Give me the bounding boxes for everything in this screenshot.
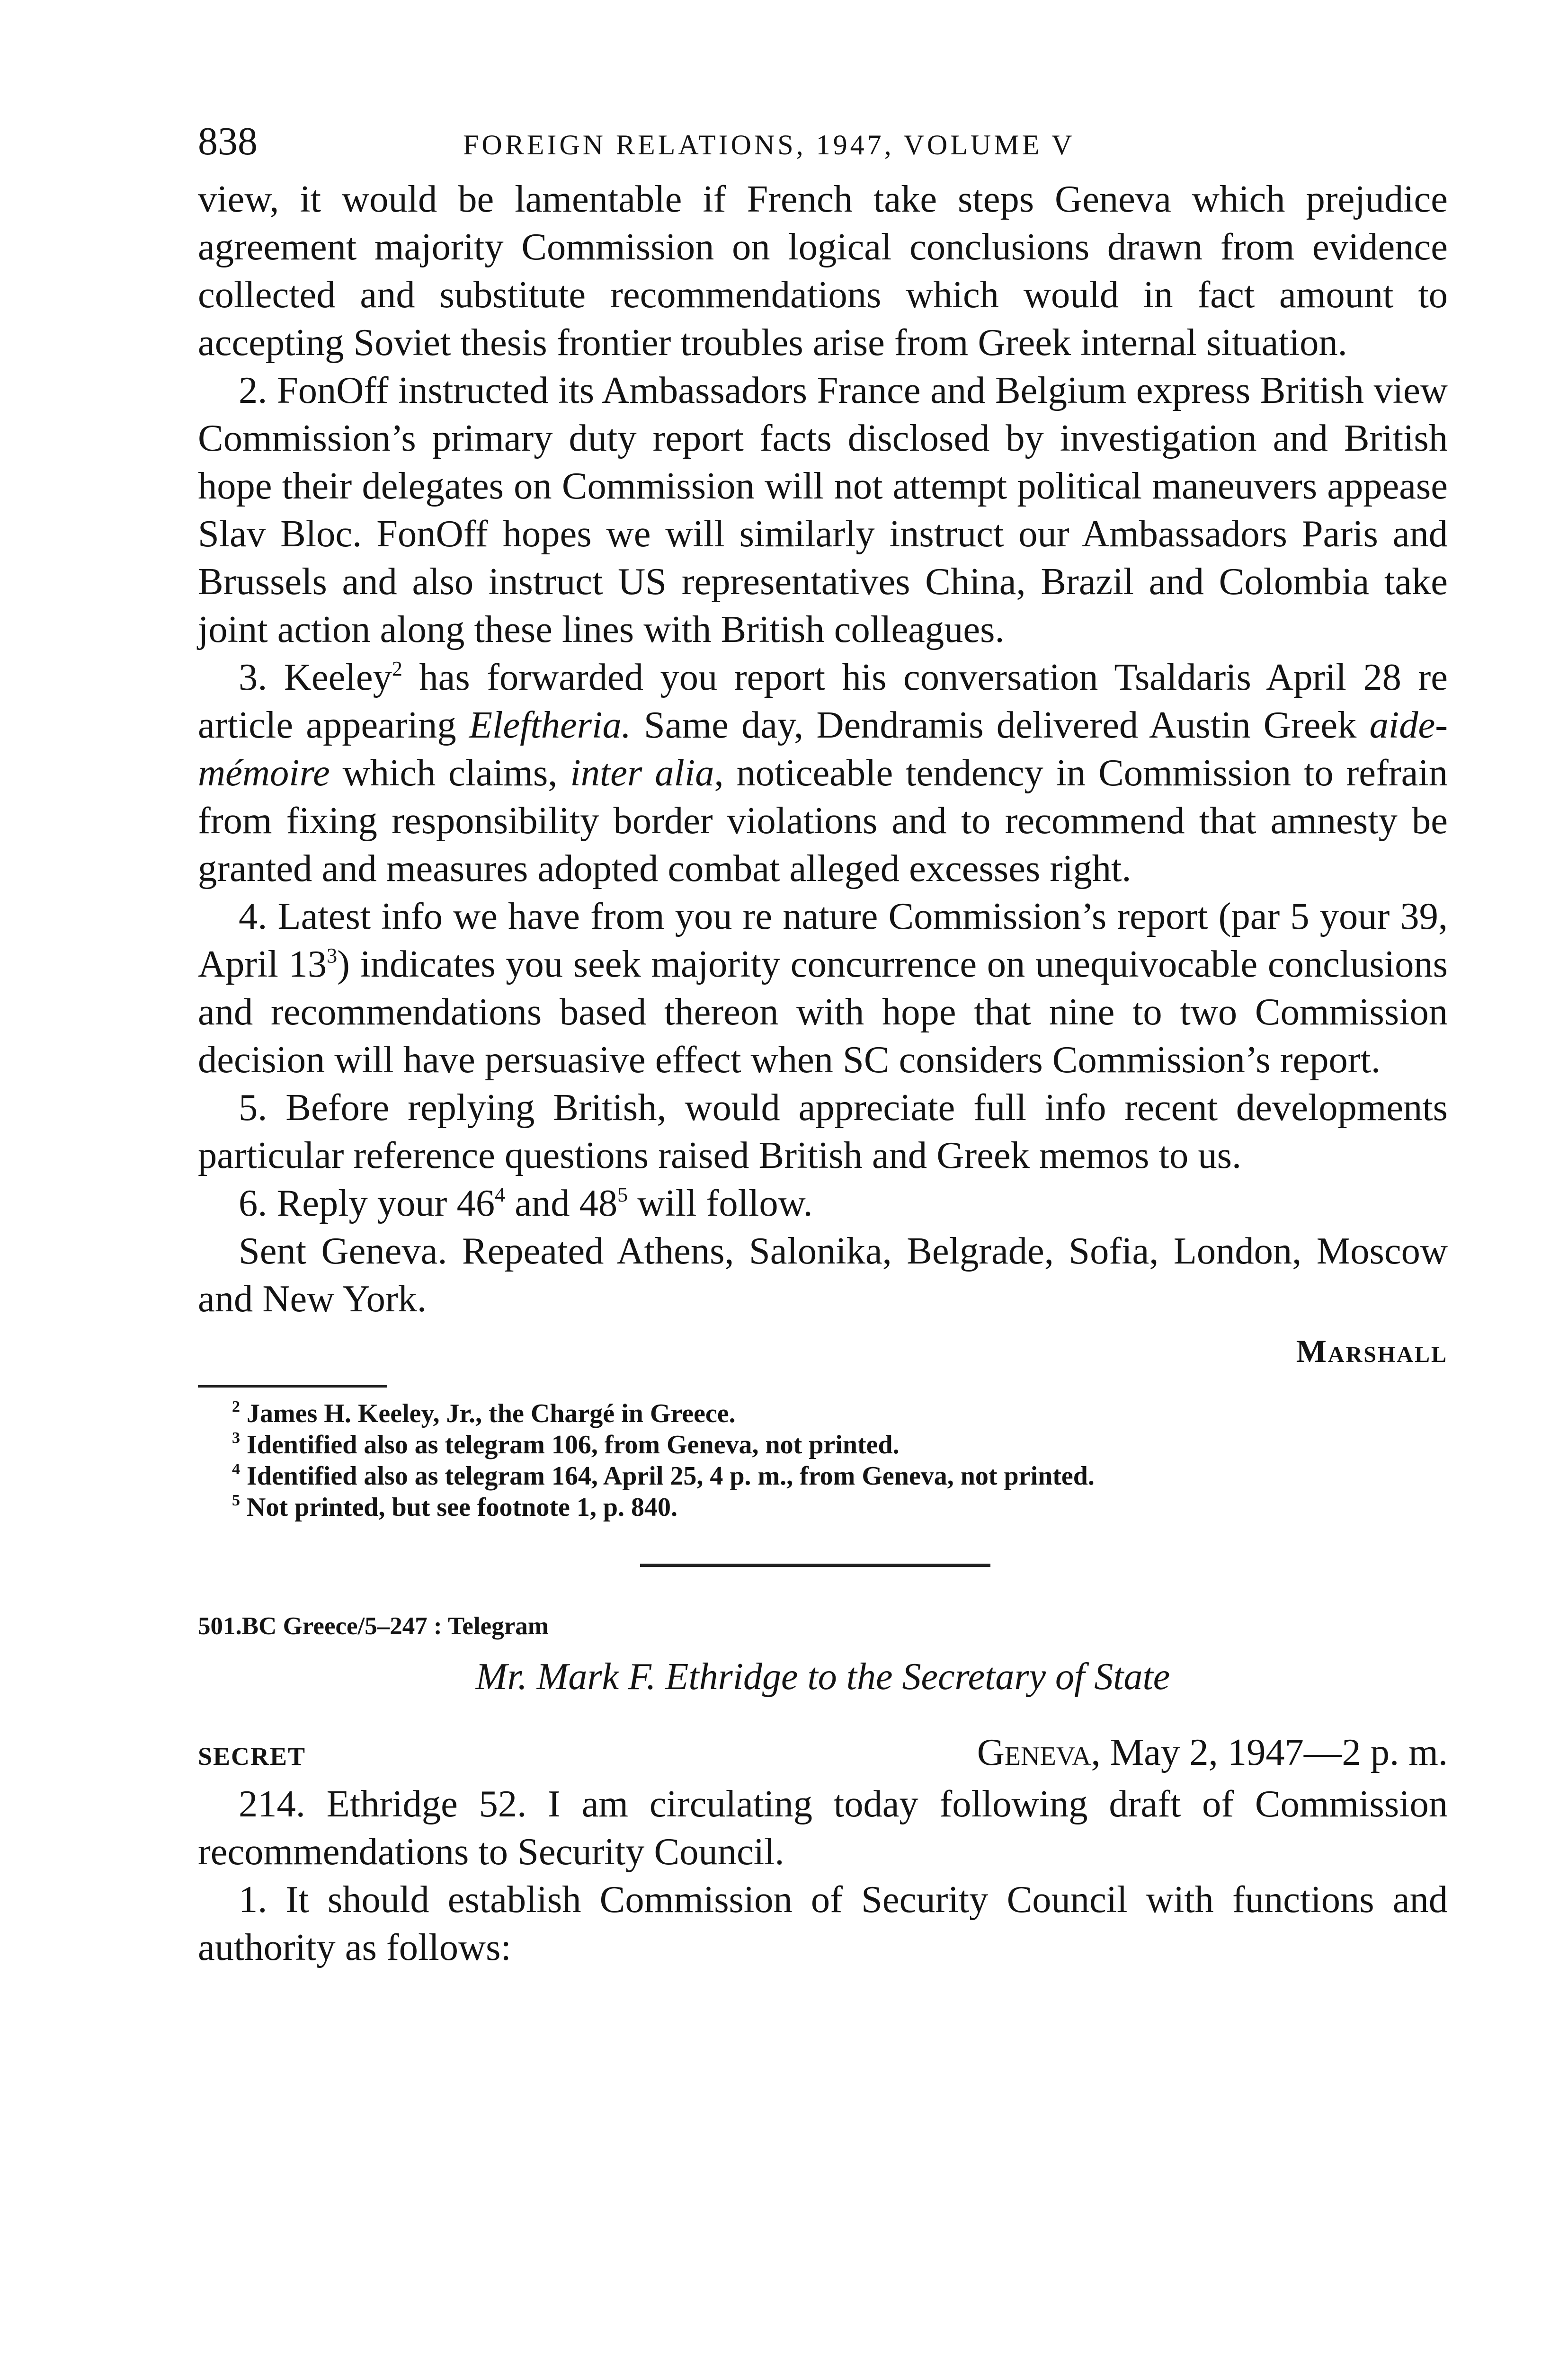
footnote-item bbox=[232, 1460, 1448, 1492]
p6-text-c: will follow. bbox=[628, 1182, 813, 1224]
footnote-mark: 2 bbox=[232, 1398, 240, 1415]
paragraph-2: 2. FonOff instructed its Ambassadors France and Belgium express British view Commission’s primary duty report facts disclosed by investigation and British hope their delegates on Commission will not attempt political maneuvers appease Slav Bloc. FonOff hopes we will similarly instruct our Ambassadors Paris and Brussels and also instruct US representatives China, Brazil and Colombia take joint action along these lines with British colleagues. bbox=[198, 369, 1448, 650]
footnote-ref-5[interactable]: 5 bbox=[617, 1183, 628, 1206]
paragraph-5: 5. Before replying British, would appreciate full info recent developments particular reference questions raised British and Greek memos to us. bbox=[198, 1086, 1448, 1176]
p3-text-c: Eleftheria. bbox=[469, 704, 631, 746]
paragraph-recommendation-1: 1. It should establish Commission of Security Council with functions and authority as follows: bbox=[198, 1878, 1448, 1968]
footnote-item bbox=[232, 1398, 1448, 1429]
document-title: Mr. Mark F. Ethridge to the Secretary of State bbox=[475, 1656, 1170, 1698]
p3-text-g: inter alia bbox=[570, 752, 714, 794]
place-date bbox=[977, 1729, 1448, 1776]
paragraph-distribution: Sent Geneva. Repeated Athens, Salonika, Belgrade, Sofia, London, Moscow and New York. bbox=[198, 1230, 1448, 1320]
p6-text-b: and 48 bbox=[505, 1182, 618, 1224]
page-number: 838 bbox=[198, 119, 258, 163]
footnote-rule bbox=[198, 1385, 387, 1388]
signature: Marshall bbox=[1296, 1333, 1448, 1369]
footnote-ref-3[interactable]: 3 bbox=[327, 944, 338, 967]
document-page bbox=[198, 118, 1448, 1971]
p3-text-h: , noticeable tendency in Commission to refrain from fixing responsibility border violations and to recommend that amnesty be granted and measures adopted combat alleged excesses right. bbox=[198, 752, 1448, 890]
dateline-place: Geneva bbox=[977, 1731, 1091, 1773]
footnotes bbox=[232, 1398, 1448, 1523]
footnote-item bbox=[232, 1492, 1448, 1523]
paragraph-214: 214. Ethridge 52. I am circulating today following draft of Commission recommendations to Security Council. bbox=[198, 1783, 1448, 1873]
paragraph-4 bbox=[198, 892, 1448, 1084]
p3-text-e: aide-mémoire bbox=[198, 704, 1448, 794]
p4-text-a: 4. Latest info we have from you re nature Commission’s report (par 5 your 39, April 13 bbox=[198, 895, 1448, 985]
page-header bbox=[198, 118, 1448, 175]
footnote-mark: 5 bbox=[232, 1492, 240, 1509]
running-head: FOREIGN RELATIONS, 1947, VOLUME V bbox=[463, 129, 1075, 160]
telegram-body-2 bbox=[198, 1780, 1448, 1971]
section-divider bbox=[640, 1564, 990, 1567]
file-reference: 501.BC Greece/5–247 : Telegram bbox=[198, 1612, 549, 1640]
dateline-date: , May 2, 1947—2 p. m. bbox=[1091, 1731, 1448, 1773]
footnote-mark: 4 bbox=[232, 1460, 240, 1478]
p3-text-b: has forwarded you report his conversation Tsaldaris April 28 re article appearing bbox=[198, 656, 1448, 746]
p3-text-d: Same day, Dendramis delivered Austin Greek bbox=[631, 704, 1370, 746]
telegram-body-1 bbox=[198, 175, 1448, 1375]
dateline bbox=[198, 1729, 1448, 1780]
footnote-ref-2[interactable]: 2 bbox=[392, 657, 402, 680]
footnote-mark: 3 bbox=[232, 1429, 240, 1447]
p6-text-a: 6. Reply your 46 bbox=[239, 1182, 495, 1224]
footnote-text: James H. Keeley, Jr., the Chargé in Greece. bbox=[247, 1399, 736, 1428]
footnote-text: Identified also as telegram 164, April 25, 4 p. m., from Geneva, not printed. bbox=[247, 1461, 1095, 1491]
footnote-item bbox=[232, 1429, 1448, 1460]
footnote-text: Not printed, but see footnote 1, p. 840. bbox=[247, 1493, 677, 1522]
footnote-ref-4[interactable]: 4 bbox=[495, 1183, 506, 1206]
footnote-text: Identified also as telegram 106, from Geneva, not printed. bbox=[247, 1430, 900, 1459]
paragraph-continuation: view, it would be lamentable if French take steps Geneva which prejudice agreement majority Commission on logical conclusions drawn from evidence collected and substitute recommendations which would in fact amount to accepting Soviet thesis frontier troubles arise from Greek internal situation. bbox=[198, 178, 1448, 364]
paragraph-6 bbox=[198, 1179, 1448, 1227]
p3-text-a: 3. Keeley bbox=[239, 656, 392, 698]
p3-text-f: which claims, bbox=[330, 752, 570, 794]
p4-text-b: ) indicates you seek majority concurrence on unequivocable conclusions and recommendations based thereon with hope that nine to two Commission decision will have persuasive effect when SC considers Commission’s report. bbox=[198, 943, 1448, 1081]
classification-label: SECRET bbox=[198, 1742, 306, 1771]
paragraph-3 bbox=[198, 653, 1448, 892]
